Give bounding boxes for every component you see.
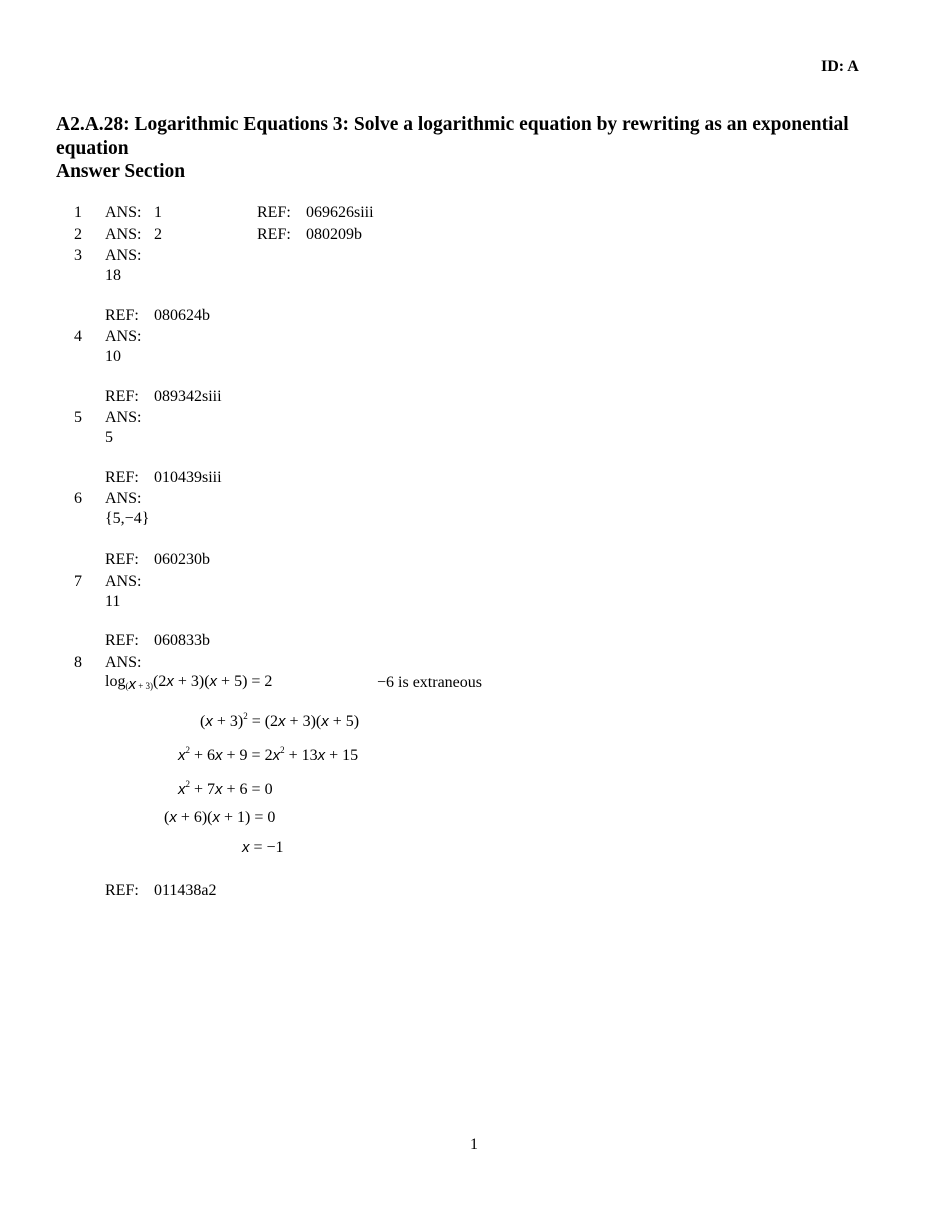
answer-value: 10 (105, 348, 121, 365)
ref-value: 060230b (154, 551, 210, 568)
ans-label: ANS: (105, 490, 142, 507)
answer-value: 11 (105, 593, 121, 610)
answer-number: 7 (74, 573, 82, 590)
answer-value: 2 (154, 226, 162, 243)
answer-number: 5 (74, 409, 82, 426)
ref-label: REF: (105, 307, 139, 324)
answer-number: 6 (74, 490, 82, 507)
ans-label: ANS: (105, 573, 142, 590)
ref-value: 080209b (306, 226, 362, 243)
answer-value: 1 (154, 204, 162, 221)
ref-value: 010439siii (154, 469, 222, 486)
solution-line-5: (x + 6)(x + 1) = 0 (164, 809, 276, 826)
ref-value: 011438a2 (154, 882, 217, 899)
ans-label: ANS: (105, 328, 142, 345)
answer-number: 2 (74, 226, 82, 243)
ans-label: ANS: (105, 226, 142, 243)
ref-value: 080624b (154, 307, 210, 324)
ref-label: REF: (105, 632, 139, 649)
answer-number: 1 (74, 204, 82, 221)
solution-line-6: x = −1 (242, 839, 284, 856)
ref-label: REF: (105, 882, 139, 899)
page-title: A2.A.28: Logarithmic Equations 3: Solve a logarithmic equation by rewriting as an exponential equation (56, 114, 849, 159)
ref-label: REF: (257, 226, 291, 243)
ans-label: ANS: (105, 204, 142, 221)
answer-number: 8 (74, 654, 82, 671)
ans-label: ANS: (105, 409, 142, 426)
solution-line-3: $x^2 + 6x + 9 = 2x^2 + 13x + 15$ (178, 745, 359, 764)
ref-label: REF: (257, 204, 291, 221)
answer-value: 5 (105, 429, 113, 446)
ans-label: ANS: (105, 247, 142, 264)
id-label: ID: A (821, 58, 859, 75)
solution-line-1: log(x + 3)(2x + 3)(x + 5) = 2 (105, 673, 273, 693)
solution-line-2: $(x + 3)^2 = (2x + 3)(x + 5)$ (200, 711, 360, 730)
ref-value: 060833b (154, 632, 210, 649)
answer-value: 18 (105, 267, 121, 284)
ref-label: REF: (105, 551, 139, 568)
ref-value: 069626siii (306, 204, 374, 221)
ans-label: ANS: (105, 654, 142, 671)
answer-value: {5,−4} (105, 510, 150, 527)
page-number: 1 (470, 1136, 478, 1153)
ref-value: 089342siii (154, 388, 222, 405)
solution-line-4: $x^2 + 7x + 6 = 0$ (178, 779, 273, 798)
answer-number: 4 (74, 328, 82, 345)
extraneous-note: −6 is extraneous (377, 674, 482, 691)
ref-label: REF: (105, 388, 139, 405)
section-title: Answer Section (56, 161, 186, 182)
ref-label: REF: (105, 469, 139, 486)
answer-number: 3 (74, 247, 82, 264)
